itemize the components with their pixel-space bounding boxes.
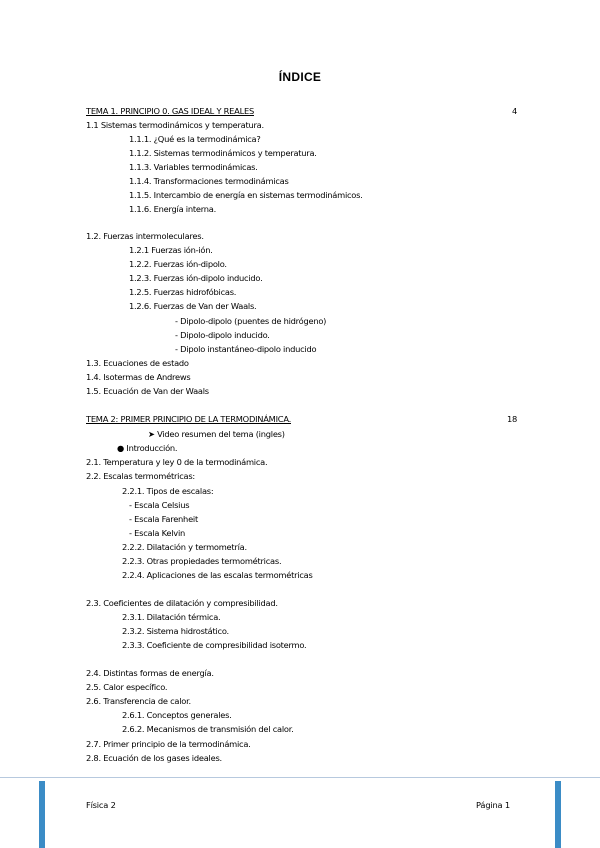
toc-entry[interactable]: 2.2.4. Aplicaciones de las escalas termométricas [122, 570, 313, 580]
toc-entry[interactable]: 2.1. Temperatura y ley 0 de la termodinámica. [86, 457, 268, 467]
footer-left-text: Física 2 [86, 800, 116, 810]
toc-entry[interactable]: 2.4. Distintas formas de energía. [86, 668, 214, 678]
toc-entry[interactable]: - Escala Celsius [129, 500, 190, 510]
toc-entry[interactable]: - Dipolo-dipolo (puentes de hidrógeno) [175, 316, 327, 326]
toc-entry[interactable]: 2.3. Coeficientes de dilatación y compresibilidad. [86, 598, 278, 608]
toc-entry[interactable]: - Escala Kelvin [129, 528, 186, 538]
toc-entry[interactable]: 2.6.2. Mecanismos de transmisión del calor. [122, 724, 294, 734]
toc-entry[interactable]: 2.2. Escalas termométricas: [86, 471, 195, 481]
toc-entry[interactable]: 1.1.4. Transformaciones termodinámicas [129, 176, 289, 186]
toc-entry[interactable]: 1.2.1 Fuerzas ión-ión. [129, 245, 213, 255]
toc-entry[interactable]: 2.7. Primer principio de la termodinámica. [86, 739, 251, 749]
toc-entry[interactable]: 1.1.6. Energía interna. [129, 204, 216, 214]
toc-entry[interactable]: 2.5. Calor específico. [86, 682, 168, 692]
toc-entry[interactable]: 2.2.3. Otras propiedades termométricas. [122, 556, 282, 566]
toc-entry[interactable]: 2.3.2. Sistema hidrostático. [122, 626, 229, 636]
toc-entry[interactable]: 2.6.1. Conceptos generales. [122, 710, 232, 720]
toc-entry[interactable]: 1.2.6. Fuerzas de Van der Waals. [129, 301, 257, 311]
toc-entry[interactable]: 2.3.3. Coeficiente de compresibilidad isotermo. [122, 640, 307, 650]
toc-entry[interactable]: 2.2.1. Tipos de escalas: [122, 486, 214, 496]
toc-heading-text: TEMA 2: PRIMER PRINCIPIO DE LA TERMODINÁMICA. [86, 414, 291, 424]
toc-entry[interactable]: - Dipolo instantáneo-dipolo inducido [175, 344, 317, 354]
toc-page-number: 18 [506, 414, 517, 424]
toc-entry[interactable]: 2.8. Ecuación de los gases ideales. [86, 753, 222, 763]
toc-entry[interactable]: ● Introducción. [117, 443, 178, 453]
toc-entry[interactable]: 1.2.3. Fuerzas ión-dipolo inducido. [129, 273, 263, 283]
toc-entry-video-link[interactable]: ➤ Video resumen del tema (ingles) [148, 429, 285, 439]
toc-entry[interactable]: 1.2. Fuerzas intermoleculares. [86, 231, 204, 241]
toc-entry[interactable]: 1.1 Sistemas termodinámicos y temperatura. [86, 120, 264, 130]
toc-entry[interactable]: 1.1.1. ¿Qué es la termodinámica? [129, 134, 261, 144]
toc-entry[interactable]: 2.2.2. Dilatación y termometría. [122, 542, 247, 552]
toc-heading-tema-1[interactable] [86, 106, 517, 117]
toc-entry[interactable]: 1.1.5. Intercambio de energía en sistemas termodinámicos. [129, 190, 363, 200]
toc-heading-text: TEMA 1. PRINCIPIO 0. GAS IDEAL Y REALES [86, 106, 254, 116]
toc-entry[interactable]: 1.4. Isotermas de Andrews [86, 372, 191, 382]
footer-page-number: Página 1 [476, 800, 510, 810]
toc-entry[interactable]: - Escala Farenheit [129, 514, 198, 524]
toc-entry[interactable]: - Dipolo-dipolo inducido. [175, 330, 270, 340]
toc-heading-tema-2[interactable] [86, 414, 517, 425]
toc-entry[interactable]: 1.1.2. Sistemas termodinámicos y temperatura. [129, 148, 317, 158]
toc-entry[interactable]: 2.3.1. Dilatación térmica. [122, 612, 221, 622]
toc-entry[interactable]: 1.3. Ecuaciones de estado [86, 358, 189, 368]
page-title: ÍNDICE [278, 70, 322, 84]
toc-entry[interactable]: 1.1.3. Variables termodinámicas. [129, 162, 258, 172]
footer-right-bar [555, 781, 561, 848]
toc-entry[interactable]: 1.2.2. Fuerzas ión-dipolo. [129, 259, 227, 269]
toc-entry[interactable]: 1.5. Ecuación de Van der Waals [86, 386, 209, 396]
footer-left-bar [39, 781, 45, 848]
toc-entry[interactable]: 2.6. Transferencia de calor. [86, 696, 191, 706]
toc-entry[interactable]: 1.2.5. Fuerzas hidrofóbicas. [129, 287, 237, 297]
toc-page-number: 4 [511, 106, 517, 116]
footer-rule [0, 777, 600, 778]
